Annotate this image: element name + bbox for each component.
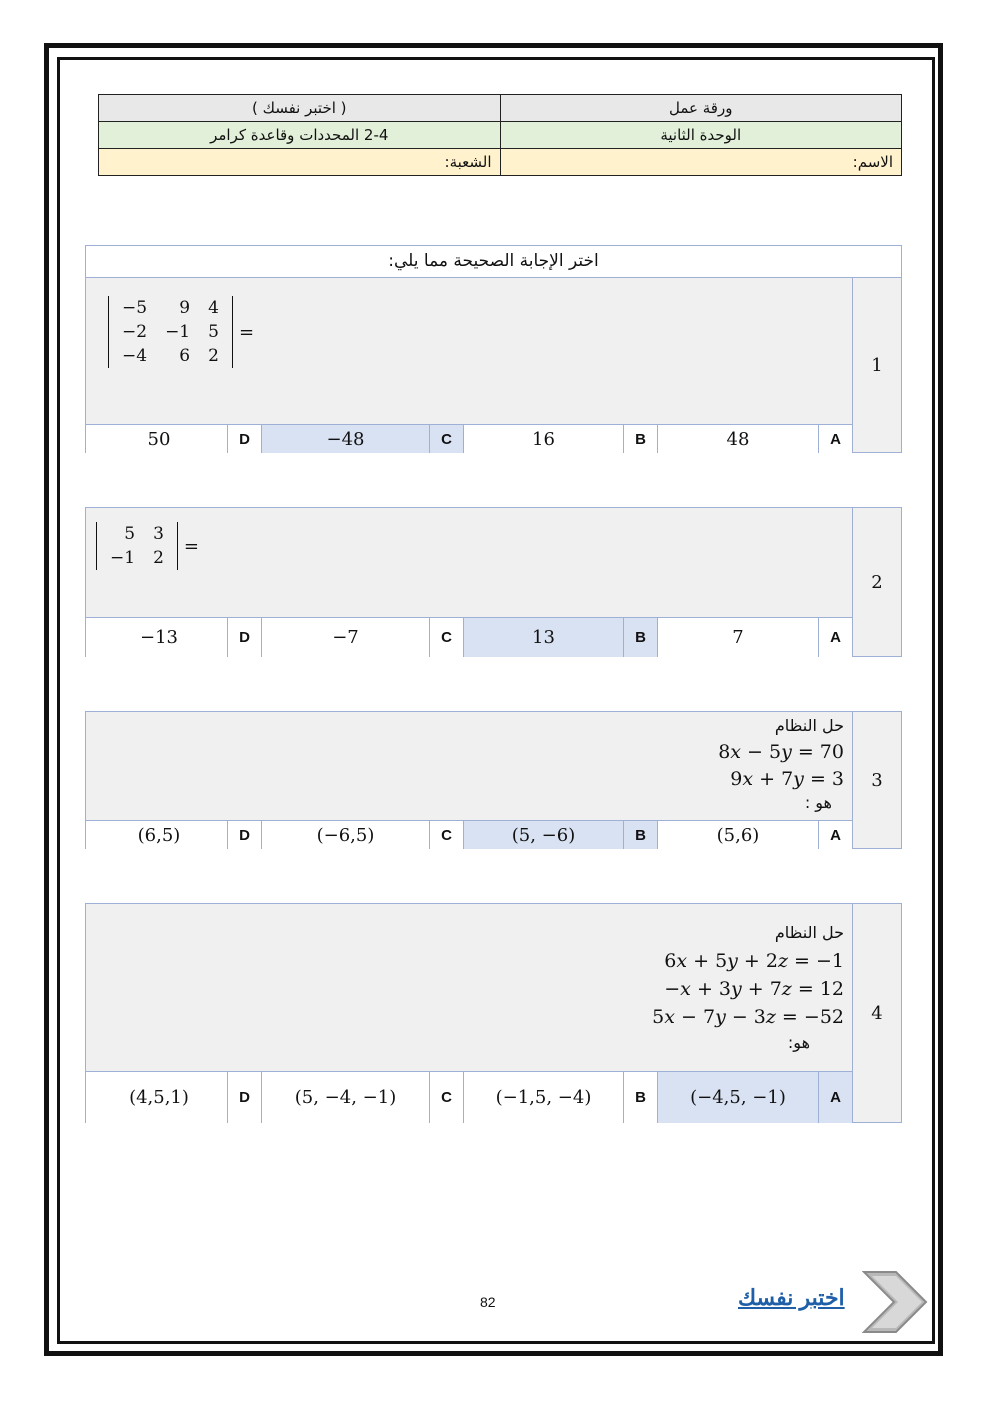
option-a-label[interactable]: A xyxy=(818,1072,852,1123)
question-number: 1 xyxy=(852,278,901,452)
system-intro: حل النظام xyxy=(774,923,844,942)
question-stem xyxy=(86,508,852,617)
determinant-3x3 xyxy=(108,296,254,368)
option-d-value[interactable]: (4,5,1) xyxy=(129,1087,189,1108)
answer-options xyxy=(86,424,852,453)
equation-system xyxy=(652,919,844,1055)
equation-2: −𝑥 + 3𝑦 + 7𝑧 = 12 xyxy=(664,978,844,1000)
matrix-cell: 4 xyxy=(208,298,219,318)
name-field[interactable]: الاسم: xyxy=(500,149,902,176)
option-d-label[interactable]: D xyxy=(227,821,261,849)
question-4 xyxy=(85,903,902,1123)
option-c-label[interactable]: C xyxy=(429,618,463,657)
matrix-cell: 3 xyxy=(153,524,164,544)
instruction-heading: اختر الإجابة الصحيحة مما يلي: xyxy=(86,246,901,278)
question-number: 3 xyxy=(852,712,901,848)
test-yourself-link[interactable]: اختبر نفسك xyxy=(738,1285,845,1310)
matrix-cell: −5 xyxy=(122,298,148,318)
option-a-value[interactable]: 48 xyxy=(657,425,818,453)
question-stem xyxy=(86,904,852,1071)
option-b-label[interactable]: B xyxy=(623,425,657,453)
option-c-value[interactable]: (5, −4, −1) xyxy=(261,1072,429,1123)
equation-3: 5𝑥 − 7𝑦 − 3𝑧 = −52 xyxy=(652,1006,844,1028)
matrix-cell: 2 xyxy=(208,346,219,366)
option-c-label[interactable]: C xyxy=(429,1072,463,1123)
equation-1: 8𝑥 − 5𝑦 = 70 xyxy=(718,741,844,763)
option-c-value[interactable]: −7 xyxy=(261,618,429,657)
matrix-cell: 9 xyxy=(179,298,191,318)
page-number: 82 xyxy=(480,1294,496,1310)
option-b-label[interactable]: B xyxy=(623,821,657,849)
option-a-value[interactable]: 7 xyxy=(657,618,818,657)
test-yourself-cell: ( اختبر نفسك ) xyxy=(99,95,501,122)
unit-title-cell: الوحدة الثانية xyxy=(500,122,902,149)
matrix-cell: 5 xyxy=(124,524,136,544)
option-d-label[interactable]: D xyxy=(227,1072,261,1123)
option-b-label[interactable]: B xyxy=(623,1072,657,1123)
determinant-2x2 xyxy=(96,522,199,570)
matrix-cell: −1 xyxy=(110,548,136,568)
option-b-value[interactable]: 16 xyxy=(463,425,623,453)
question-stem xyxy=(86,278,852,424)
worksheet-title-cell: ورقة عمل xyxy=(500,95,902,122)
option-d-value[interactable]: −13 xyxy=(140,627,178,648)
option-a-label[interactable]: A xyxy=(818,618,852,657)
option-b-value[interactable]: (5, −6) xyxy=(463,821,623,849)
option-a-label[interactable]: A xyxy=(818,425,852,453)
option-a-value[interactable]: (5,6) xyxy=(657,821,818,849)
answer-options xyxy=(86,617,852,657)
matrix-cell: 6 xyxy=(179,346,191,366)
option-b-value[interactable]: (−1,5, −4) xyxy=(463,1072,623,1123)
option-d-value[interactable]: (6,5) xyxy=(137,824,181,846)
question-1 xyxy=(85,245,902,453)
question-number: 4 xyxy=(852,904,901,1122)
equals-sign: = xyxy=(183,535,199,557)
matrix-cell: 2 xyxy=(153,548,164,568)
option-b-label[interactable]: B xyxy=(623,618,657,657)
question-stem xyxy=(86,712,852,820)
equation-system xyxy=(718,712,844,813)
matrix-cell: −2 xyxy=(122,322,148,342)
matrix-cell: 5 xyxy=(208,322,219,342)
answer-options xyxy=(86,820,852,849)
option-a-label[interactable]: A xyxy=(818,821,852,849)
matrix-cell: −4 xyxy=(122,346,148,366)
option-c-label[interactable]: C xyxy=(429,425,463,453)
system-outro: هو : xyxy=(804,793,832,812)
worksheet-header-table xyxy=(98,94,902,176)
equation-1: 6𝑥 + 5𝑦 + 2𝑧 = −1 xyxy=(664,950,844,972)
section-field[interactable]: الشعبة: xyxy=(99,149,501,176)
option-a-value[interactable]: (−4,5, −1) xyxy=(657,1072,818,1123)
system-outro: هو: xyxy=(787,1033,810,1052)
option-c-label[interactable]: C xyxy=(429,821,463,849)
option-d-value[interactable]: 50 xyxy=(147,428,171,450)
question-2 xyxy=(85,507,902,657)
lesson-title-cell: 2-4 المحددات وقاعدة كرامر xyxy=(99,122,501,149)
equals-sign: = xyxy=(238,321,255,343)
option-c-value[interactable]: −48 xyxy=(261,425,429,453)
option-d-label[interactable]: D xyxy=(227,425,261,453)
question-3 xyxy=(85,711,902,849)
question-number: 2 xyxy=(852,508,901,656)
option-b-value[interactable]: 13 xyxy=(463,618,623,657)
answer-options xyxy=(86,1071,852,1123)
equation-2: 9𝑥 + 7𝑦 = 3 xyxy=(730,768,844,790)
matrix-cell: −1 xyxy=(165,322,191,342)
option-c-value[interactable]: (−6,5) xyxy=(261,821,429,849)
chevron-right-icon xyxy=(862,1270,928,1334)
system-intro: حل النظام xyxy=(774,716,844,735)
option-d-label[interactable]: D xyxy=(227,618,261,657)
